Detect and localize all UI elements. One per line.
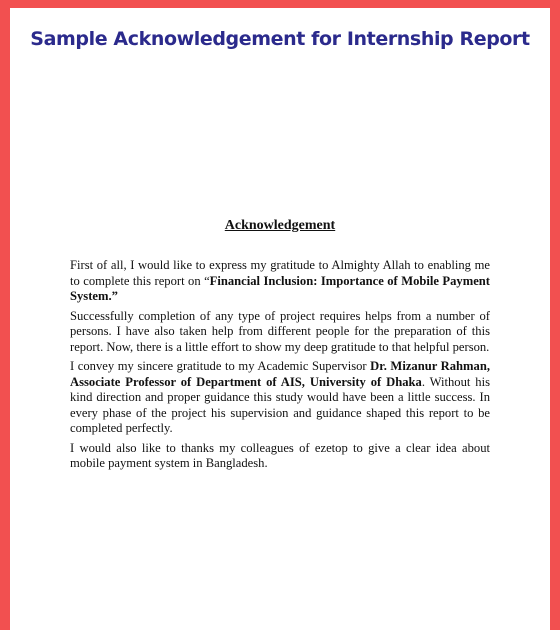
paragraph-1 bbox=[70, 258, 490, 305]
paragraph-2 bbox=[70, 309, 490, 356]
paragraph-3-text-start: I convey my sincere gratitude to my Academic Supervisor bbox=[70, 359, 371, 373]
document-heading: Acknowledgement bbox=[224, 218, 336, 233]
page-title: Sample Acknowledgement for Internship Report bbox=[30, 28, 530, 50]
report-title-bold: Financial Inclusion: Importance of Mobile Payment System.” bbox=[70, 273, 490, 303]
paragraph-1-text: First of all, I would like to express my gratitude to Almighty Allah to enabling me to complete this report on “ bbox=[70, 258, 490, 288]
paragraph-2-text: Successfully completion of any type of project requires helps from a number of persons. I have also taken help from different people for the preparation of this report. Now, there is a little effort to show my deep gratitude to that helpful person. bbox=[70, 308, 490, 354]
paragraph-4 bbox=[70, 441, 490, 472]
paragraph-4-text: I would also like to thanks my colleagues of ezetop to give a clear idea about mobile payment system in Bangladesh. bbox=[70, 440, 490, 470]
supervisor-name-bold: Dr. Mizanur Rahman, Associate Professor of Department of AIS, University of Dhaka bbox=[70, 359, 491, 389]
paragraph-3 bbox=[70, 359, 490, 437]
acknowledgement-document bbox=[70, 218, 490, 476]
paragraph-3-text-end: . Without his kind direction and proper guidance this study would have been a little success. In every phase of the project his supervision and guidance shaped this report to be completed perfectly. bbox=[70, 374, 491, 435]
